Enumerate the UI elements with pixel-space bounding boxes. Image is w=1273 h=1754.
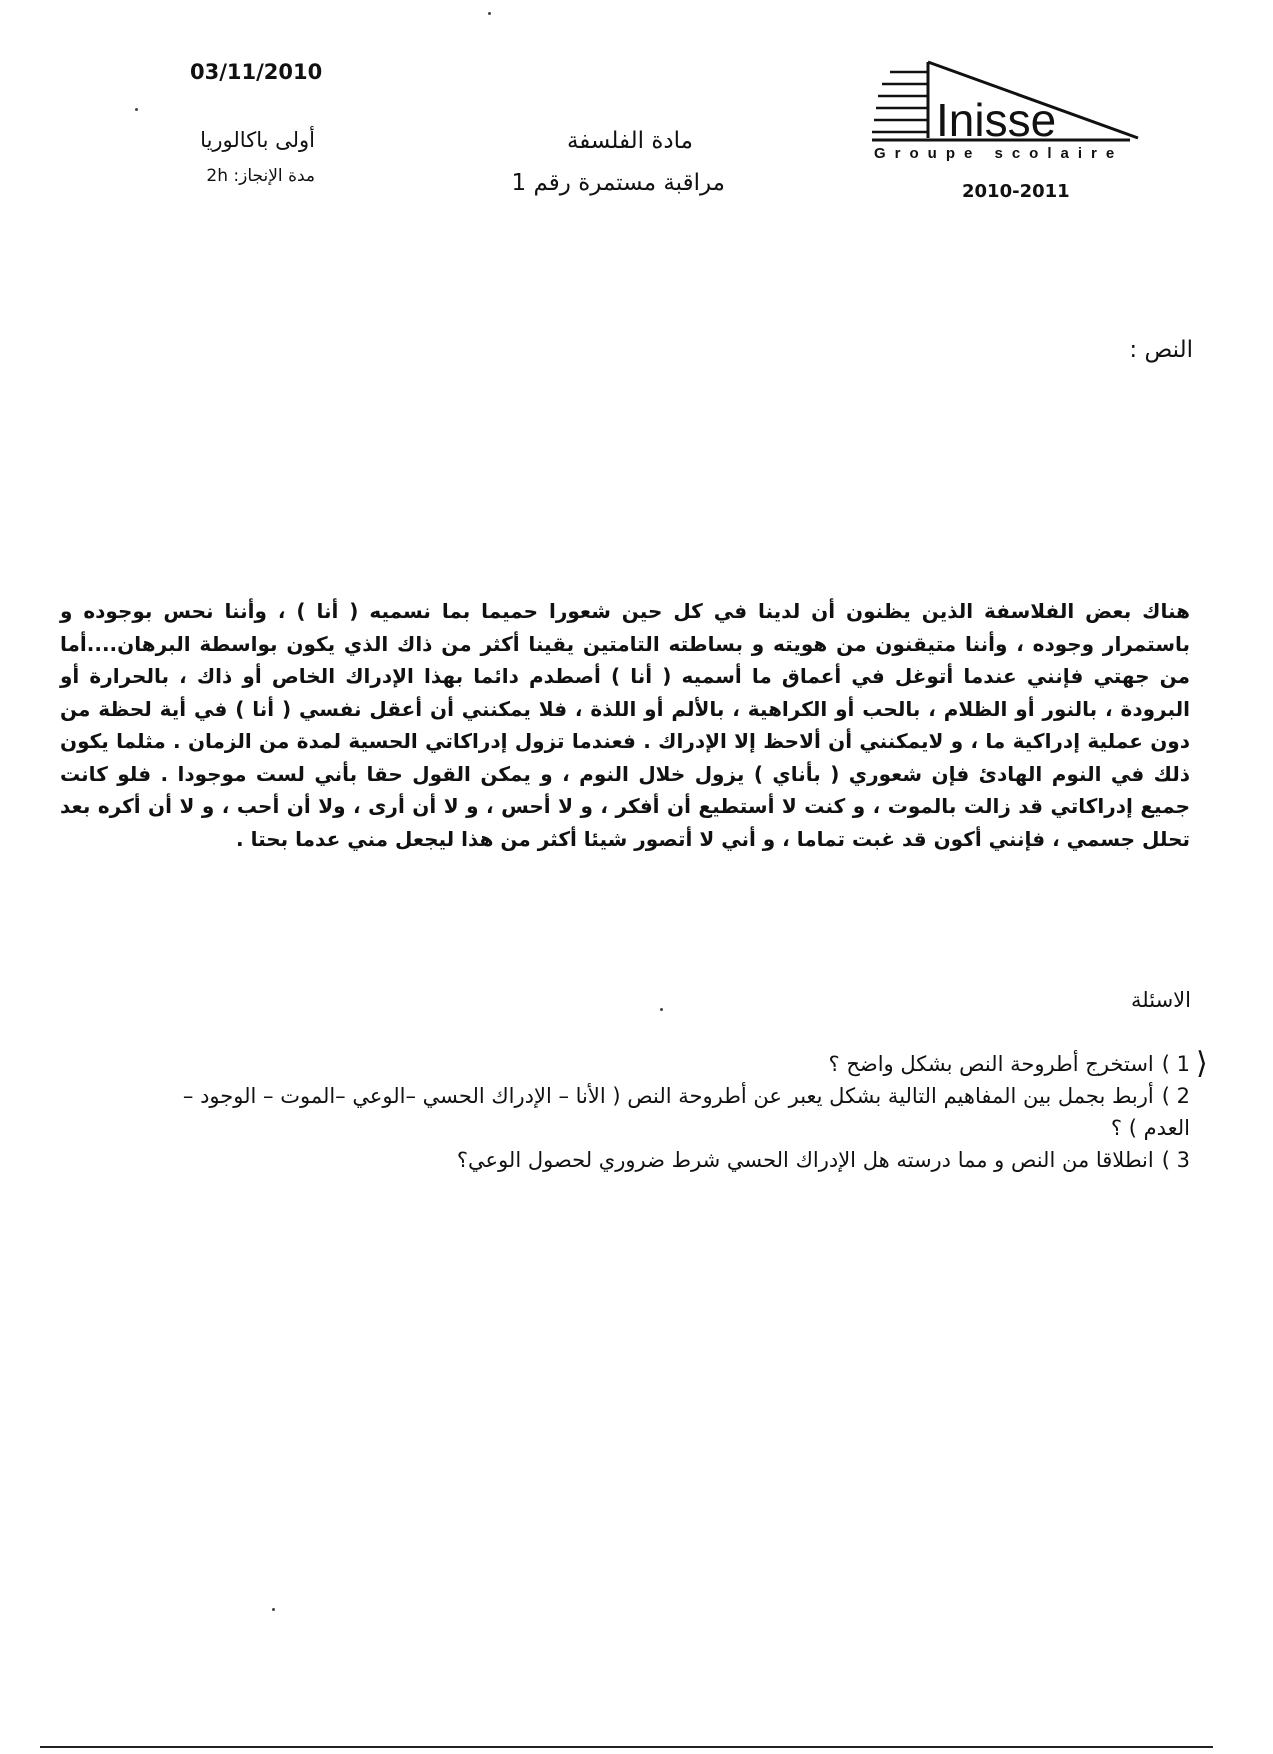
question-text: استخرج أطروحة النص بشكل واضح ؟ <box>828 1052 1154 1076</box>
scan-speck <box>135 108 138 111</box>
question-item <box>150 1080 1190 1144</box>
school-logo-graphic <box>868 58 1146 178</box>
passage-text: هناك بعض الفلاسفة الذين يظنون أن لدينا في كل حين شعورا حميما بما نسميه ( أنا ) ، وأننا نحس بوجوده و باستمرار وجوده ، وأننا متيقنون من هويته و بساطته التامتين يقينا أكثر من ذاك الذي يكون بواسطة البرهان....أما من جهتي فإنني عندما أتوغل في أعماق ما أسميه ( أنا ) أصطدم دائما بهذا الإدراك الخاص أو ذاك ، بالحرارة أو البرودة ، بالنور أو الظلام ، بالحب أو الكراهية ، بالألم أو اللذة ، فلا يمكنني أن أعقل نفسي ( أنا ) في أية لحظة من دون عملية إدراكية ما ، و لايمكنني أن ألاحظ إلا الإدراك . فعندما تزول إدراكاتي الحسية لمدة من الزمان . مثلما يكون ذلك في النوم الهادئ فإن شعوري ( بأناي ) يزول خلال النوم ، و يمكن القول حقا بأني لست موجودا . فلو كانت جميع إدراكاتي قد زالت بالموت ، و كنت لا أستطيع أن أفكر ، و لا أحس ، و لا أن أرى ، ولا أن أحب ، و لا أن أكره بعد تحلل جسمي ، فإنني أكون قد غبت تماما ، و أني لا أتصور شيئا أكثر من هذا ليجعل مني عدما بحتا . <box>60 599 1190 851</box>
grade-level: أولى باكالوريا <box>200 128 315 152</box>
text-heading: النص : <box>1129 337 1193 363</box>
question-number: 2 ) <box>1161 1084 1190 1108</box>
question-text: انطلاقا من النص و مما درسته هل الإدراك الحسي شرط ضروري لحصول الوعي؟ <box>456 1148 1154 1172</box>
school-logo-subtitle: Groupe scolaire <box>874 145 1124 162</box>
exam-duration: مدة الإنجاز: 2h <box>206 166 315 186</box>
exam-title: مراقبة مستمرة رقم 1 <box>511 170 725 196</box>
scan-speck <box>272 1608 275 1611</box>
question-text: أربط بجمل بين المفاهيم التالية بشكل يعبر عن أطروحة النص ( الأنا – الإدراك الحسي –الوعي –الموت – الوجود –العدم ) ؟ <box>182 1084 1190 1140</box>
exam-date: 03/11/2010 <box>190 60 323 84</box>
question-number: 1 ) <box>1161 1052 1190 1076</box>
margin-bracket: ⟩ <box>1196 1046 1208 1081</box>
scan-speck <box>488 12 491 15</box>
page-bottom-line <box>40 1746 1213 1748</box>
questions-heading: الاسئلة <box>1131 988 1191 1012</box>
school-logo-name: Inisse <box>936 94 1057 146</box>
subject-title: مادة الفلسفة <box>566 128 693 154</box>
school-year: 2010-2011 <box>962 181 1070 202</box>
questions-list <box>150 1048 1190 1176</box>
school-logo <box>868 58 1146 178</box>
question-item <box>150 1144 1190 1176</box>
question-item <box>150 1048 1190 1080</box>
scan-speck <box>660 1008 663 1011</box>
question-number: 3 ) <box>1161 1148 1190 1172</box>
